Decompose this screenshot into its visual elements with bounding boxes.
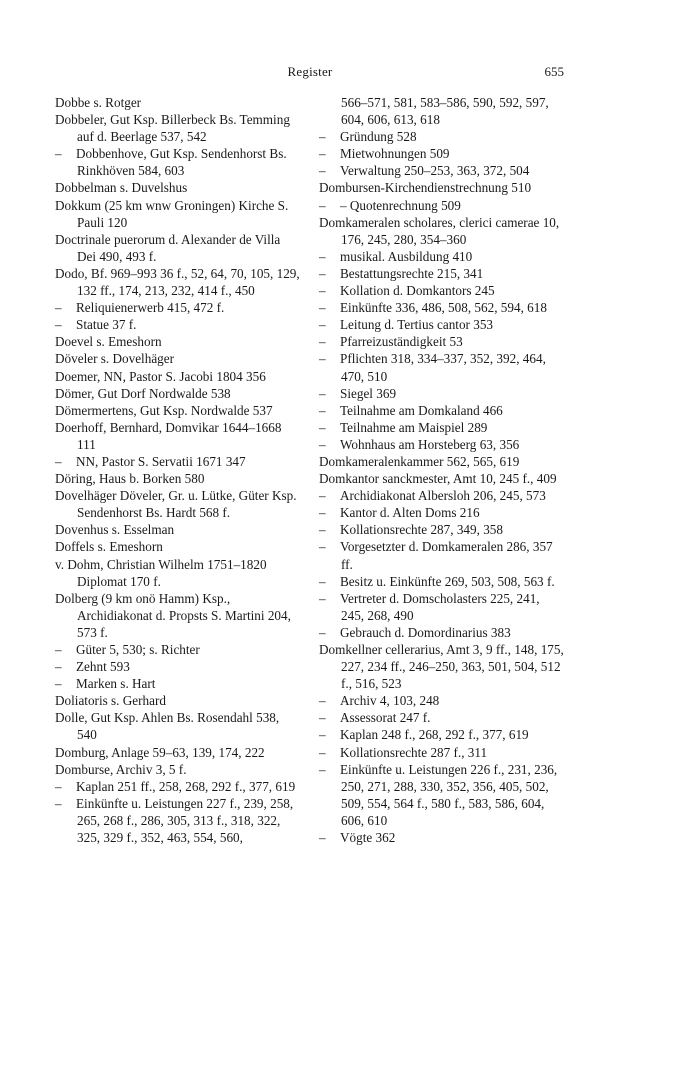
index-subentry: [55, 316, 300, 333]
index-entry: [319, 641, 564, 692]
index-subentry: [55, 641, 300, 658]
index-subentry: [319, 590, 564, 624]
subentry-dash: –: [319, 830, 326, 846]
index-subentry: [319, 709, 564, 726]
entry-text: Marken s. Hart: [76, 676, 156, 692]
index-subentry: [319, 624, 564, 641]
subentry-dash: –: [319, 522, 326, 538]
index-subentry: [319, 744, 564, 761]
entry-text: Kantor d. Alten Doms 216: [340, 505, 480, 521]
entry-text: Kollationsrechte 287 f., 311: [340, 744, 488, 760]
entry-text: Dobbeler, Gut Ksp. Billerbeck Bs. Temming auf d. Beerlage 537, 542: [55, 112, 290, 145]
index-entry: [55, 333, 300, 350]
entry-text: musikal. Ausbildung 410: [340, 248, 473, 264]
entry-text: Domburse, Archiv 3, 5 f.: [55, 761, 187, 777]
entry-text: Besitz u. Einkünfte 269, 503, 508, 563 f.: [340, 573, 555, 589]
index-entry: [55, 179, 300, 196]
index-entry: [55, 350, 300, 367]
entry-text: Domkameralenkammer 562, 565, 619: [319, 453, 520, 469]
subentry-dash: –: [319, 265, 326, 281]
subentry-dash: –: [319, 248, 326, 264]
index-entry: [55, 744, 300, 761]
entry-text: Dobbenhove, Gut Ksp. Sendenhorst Bs. Rinkhöven 584, 603: [76, 146, 287, 179]
index-subentry: [319, 333, 564, 350]
index-entry: [55, 709, 300, 743]
entry-text: Reliquienerwerb 415, 472 f.: [76, 300, 225, 316]
index-entry: [55, 419, 300, 453]
subentry-dash: –: [319, 488, 326, 504]
subentry-dash: –: [319, 573, 326, 589]
entry-text: Dobbelman s. Duvelshus: [55, 180, 188, 196]
index-column-left: [55, 94, 300, 846]
index-entry: [55, 111, 300, 145]
index-entry: [55, 521, 300, 538]
subentry-dash: –: [319, 283, 326, 299]
subentry-dash: –: [55, 795, 62, 811]
index-subentry: [319, 128, 564, 145]
subentry-dash: –: [319, 710, 326, 726]
index-subentry: [319, 573, 564, 590]
entry-text: Dovelhäger Döveler, Gr. u. Lütke, Güter Ksp. Sendenhorst Bs. Hardt 568 f.: [55, 488, 297, 521]
entry-text: Einkünfte 336, 486, 508, 562, 594, 618: [340, 300, 547, 316]
entry-text: Teilnahme am Domkaland 466: [340, 402, 503, 418]
entry-text: Verwaltung 250–253, 363, 372, 504: [340, 163, 530, 179]
index-entry: [55, 538, 300, 555]
index-subentry: [55, 675, 300, 692]
index-subentry: [55, 658, 300, 675]
subentry-dash: –: [55, 676, 62, 692]
subentry-dash: –: [55, 778, 62, 794]
subentry-dash: –: [319, 761, 326, 777]
subentry-dash: –: [319, 693, 326, 709]
index-subentry: [55, 145, 300, 179]
index-entry: [55, 692, 300, 709]
entry-text: Dömermertens, Gut Ksp. Nordwalde 537: [55, 402, 273, 418]
entry-text: 566–571, 581, 583–586, 590, 592, 597, 604, 606, 613, 618: [341, 95, 549, 128]
entry-text: Dolle, Gut Ksp. Ahlen Bs. Rosendahl 538, 540: [55, 710, 280, 743]
entry-text: Assessorat 247 f.: [340, 710, 431, 726]
index-subentry: [319, 761, 564, 829]
subentry-dash: –: [319, 163, 326, 179]
entry-text: Vertreter d. Domscholasters 225, 241, 245, 268, 490: [340, 590, 540, 623]
subentry-dash: –: [55, 659, 62, 675]
entry-text: Pflichten 318, 334–337, 352, 392, 464, 470, 510: [340, 351, 546, 384]
subentry-dash: –: [319, 744, 326, 760]
index-entry: [319, 94, 564, 128]
entry-text: Siegel 369: [340, 385, 397, 401]
index-entry: [55, 197, 300, 231]
entry-text: Doemer, NN, Pastor S. Jacobi 1804 356: [55, 368, 266, 384]
entry-text: Kollation d. Domkantors 245: [340, 283, 495, 299]
entry-text: Dombursen-Kirchendienstrechnung 510: [319, 180, 532, 196]
subentry-dash: –: [55, 317, 62, 333]
index-entry: [55, 556, 300, 590]
entry-text: Kaplan 248 f., 268, 292 f., 377, 619: [340, 727, 529, 743]
index-entry: [55, 761, 300, 778]
index-subentry: [319, 692, 564, 709]
entry-text: Zehnt 593: [76, 659, 130, 675]
entry-text: Güter 5, 530; s. Richter: [76, 642, 200, 657]
index-subentry: [55, 453, 300, 470]
entry-text: Domkantor sanckmester, Amt 10, 245 f., 409: [319, 471, 557, 487]
subentry-dash: –: [319, 317, 326, 333]
entry-text: Domburg, Anlage 59–63, 139, 174, 222: [55, 744, 265, 760]
entry-text: Gründung 528: [340, 129, 417, 145]
index-subentry: [319, 487, 564, 504]
index-subentry: [319, 829, 564, 846]
index-subentry: [319, 521, 564, 538]
index-entry: [55, 470, 300, 487]
index-subentry: [319, 726, 564, 743]
subentry-dash: –: [55, 642, 62, 657]
subentry-dash: –: [319, 129, 326, 145]
subentry-dash: –: [319, 334, 326, 350]
entry-text: Teilnahme am Maispiel 289: [340, 419, 488, 435]
index-entry: [55, 487, 300, 521]
entry-text: Wohnhaus am Horsteberg 63, 356: [340, 436, 520, 452]
index-entry: [319, 470, 564, 487]
entry-text: Doerhoff, Bernhard, Domvikar 1644–1668 111: [55, 419, 282, 452]
subentry-dash: –: [319, 300, 326, 316]
entry-text: Döring, Haus b. Borken 580: [55, 471, 205, 487]
index-entry: [55, 368, 300, 385]
subentry-dash: –: [319, 402, 326, 418]
entry-text: NN, Pastor S. Servatii 1671 347: [76, 453, 246, 469]
index-entry: [319, 453, 564, 470]
subentry-dash: –: [319, 197, 326, 213]
index-entry: [55, 231, 300, 265]
entry-text: Bestattungsrechte 215, 341: [340, 265, 484, 281]
entry-text: – Quotenrechnung 509: [340, 197, 461, 213]
entry-text: Dolberg (9 km onö Hamm) Ksp., Archidiakonat d. Propsts S. Martini 204, 573 f.: [55, 590, 291, 640]
index-subentry: [319, 504, 564, 521]
index-subentry: [319, 162, 564, 179]
running-title: Register: [287, 64, 333, 79]
entry-text: Doffels s. Emeshorn: [55, 539, 163, 555]
index-subentry: [319, 299, 564, 316]
index-subentry: [319, 282, 564, 299]
page-number: 655: [544, 64, 564, 79]
entry-text: Dobbe s. Rotger: [55, 95, 142, 110]
subentry-dash: –: [319, 539, 326, 555]
entry-text: Dokkum (25 km wnw Groningen) Kirche S. Pauli 120: [55, 197, 289, 230]
index-subentry: [319, 316, 564, 333]
entry-text: Kaplan 251 ff., 258, 268, 292 f., 377, 619: [76, 778, 296, 794]
entry-text: Doctrinale puerorum d. Alexander de Villa Dei 490, 493 f.: [55, 231, 281, 264]
index-subentry: [319, 350, 564, 384]
subentry-dash: –: [319, 624, 326, 640]
index-entry: [55, 402, 300, 419]
entry-text: Archidiakonat Albersloh 206, 245, 573: [340, 488, 546, 504]
entry-text: Mietwohnungen 509: [340, 146, 450, 162]
index-subentry: [319, 436, 564, 453]
index-subentry: [319, 402, 564, 419]
entry-text: Vögte 362: [340, 830, 396, 846]
subentry-dash: –: [319, 419, 326, 435]
entry-text: Statue 37 f.: [76, 317, 137, 333]
index-subentry: [319, 419, 564, 436]
entry-text: Dovenhus s. Esselman: [55, 522, 175, 538]
entry-text: Pfarreizuständigkeit 53: [340, 334, 463, 350]
subentry-dash: –: [319, 505, 326, 521]
index-column-right: [319, 94, 564, 846]
entry-text: Kollationsrechte 287, 349, 358: [340, 522, 503, 538]
subentry-dash: –: [319, 590, 326, 606]
subentry-dash: –: [319, 351, 326, 367]
subentry-dash: –: [55, 453, 62, 469]
index-subentry: [55, 299, 300, 316]
index-entry: [55, 385, 300, 402]
index-subentry: [319, 197, 564, 214]
subentry-dash: –: [319, 385, 326, 401]
index-subentry: [319, 145, 564, 162]
subentry-dash: –: [319, 146, 326, 162]
index-entry: [319, 179, 564, 196]
entry-text: Einkünfte u. Leistungen 226 f., 231, 236, 250, 271, 288, 330, 352, 356, 405, 502, 509, 554, 564 f., 580 f., 583, 586, 604, 606, 610: [340, 761, 558, 828]
entry-text: Dodo, Bf. 969–993 36 f., 52, 64, 70, 105, 129, 132 ff., 174, 213, 232, 414 f., 450: [55, 265, 300, 299]
index-subentry: [319, 385, 564, 402]
entry-text: Domkellner cellerarius, Amt 3, 9 ff., 148, 175, 227, 234 ff., 246–250, 363, 501, 504, 512 f., 516, 523: [319, 642, 564, 692]
index-subentry: [55, 778, 300, 795]
index-entry: [55, 94, 300, 111]
index-entry: [55, 590, 300, 641]
index-entry: [55, 265, 300, 299]
entry-text: Gebrauch d. Domordinarius 383: [340, 624, 511, 640]
entry-text: v. Dohm, Christian Wilhelm 1751–1820 Diplomat 170 f.: [55, 556, 267, 589]
index-subentry: [319, 265, 564, 282]
entry-text: Domkameralen scholares, clerici camerae 10, 176, 245, 280, 354–360: [319, 214, 560, 247]
entry-text: Döveler s. Dovelhäger: [55, 351, 175, 367]
index-subentry: [319, 248, 564, 265]
subentry-dash: –: [55, 146, 62, 162]
entry-text: Leitung d. Tertius cantor 353: [340, 317, 494, 333]
subentry-dash: –: [55, 300, 62, 316]
entry-text: Vorgesetzter d. Domkameralen 286, 357 ff.: [340, 539, 553, 572]
entry-text: Doliatoris s. Gerhard: [55, 693, 166, 709]
index-subentry: [55, 795, 300, 846]
index-entry: [319, 214, 564, 248]
entry-text: Dömer, Gut Dorf Nordwalde 538: [55, 385, 231, 401]
subentry-dash: –: [319, 436, 326, 452]
entry-text: Einkünfte u. Leistungen 227 f., 239, 258, 265, 268 f., 286, 305, 313 f., 318, 322, 325, 329 f., 352, 463, 554, 560,: [76, 795, 294, 846]
entry-text: Doevel s. Emeshorn: [55, 334, 162, 350]
entry-text: Archiv 4, 103, 248: [340, 693, 440, 709]
subentry-dash: –: [319, 727, 326, 743]
index-subentry: [319, 538, 564, 572]
